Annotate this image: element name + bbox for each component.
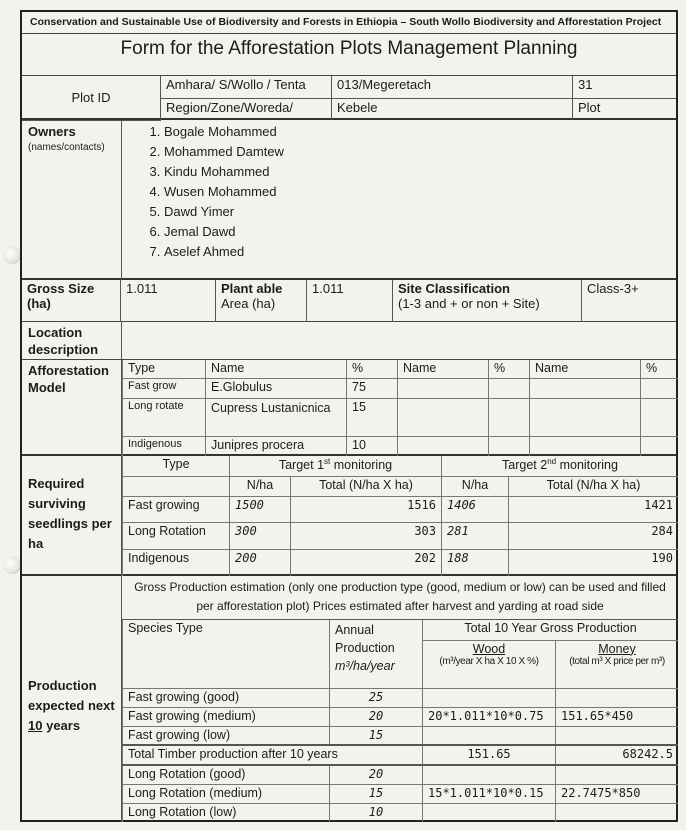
owners-label: Owners [28, 124, 76, 139]
model-header-name: Name [398, 360, 489, 378]
production-money: 22.7475*850 [556, 784, 679, 803]
kebele-label: Kebele [332, 98, 573, 120]
location-label: Location description [28, 325, 99, 357]
site-class-label: Site Classification [398, 281, 510, 296]
owner-name: 1. Bogale Mohammed [164, 122, 284, 142]
seedling-n1: 200 [230, 550, 291, 576]
afforestation-model-section [22, 360, 676, 456]
production-wood [423, 726, 556, 745]
production-type: Long Rotation (medium) [123, 784, 330, 803]
seedlings-section [22, 456, 676, 576]
seedling-total2: 284 [509, 523, 679, 550]
form-title-row [22, 34, 676, 76]
form-title: Form for the Afforestation Plots Management Planning [120, 38, 578, 59]
model-pct: 15 [347, 398, 398, 436]
project-name: Conservation and Sustainable Use of Biodiversity and Forests in Ethiopia – South Wollo Biodiversity and Afforestation Project [30, 16, 662, 28]
table-row [123, 688, 679, 707]
total-timber-label: Total Timber production after 10 years [123, 745, 423, 765]
seedling-type: Fast growing [123, 496, 230, 523]
size-section [22, 280, 676, 322]
production-type: Fast growing (medium) [123, 707, 330, 726]
table-row [123, 765, 679, 784]
seedling-n1: 1500 [230, 496, 291, 523]
region-label: Region/Zone/Woreda/ [161, 98, 332, 120]
kebele-value: 013/Megeretach [332, 76, 573, 98]
plot-id-section [22, 76, 676, 120]
production-annual: 15 [330, 784, 423, 803]
production-money [556, 688, 679, 707]
species-type-header: Species Type [123, 620, 330, 688]
seedlings-type-header: Type [123, 456, 230, 476]
seedling-n2: 1406 [442, 496, 509, 523]
model-header-type: Type [123, 360, 206, 378]
production-wood: 15*1.011*10*0.15 [423, 784, 556, 803]
owner-name: 3. Kindu Mohammed [164, 162, 284, 182]
wood-header: Wood [472, 641, 506, 656]
table-row [123, 726, 679, 745]
plot-label: Plot [573, 98, 677, 120]
target2-header: Target 2nd monitoring [442, 456, 679, 476]
production-annual: 15 [330, 726, 423, 745]
punch-hole-mark [3, 246, 21, 264]
total-timber-money: 68242.5 [556, 745, 679, 765]
owner-name: 7. Aselef Ahmed [164, 242, 284, 262]
nha-header: N/ha [230, 476, 291, 496]
model-header-pct: % [347, 360, 398, 378]
afforestation-model-table [122, 360, 678, 456]
model-type: Long rotate [123, 398, 206, 436]
seedling-type: Indigenous [123, 550, 230, 576]
production-money [556, 765, 679, 784]
afforestation-model-label: Afforestation Model [28, 363, 109, 395]
production-money [556, 803, 679, 822]
production-annual: 25 [330, 688, 423, 707]
total-10yr-header: Total 10 Year Gross Production [423, 620, 679, 640]
production-table: Species Type Annual Production m³/ha/year Total 10 Year Gross Production Wood (m³/year X ha X 10 X %) Money (total m³ X price per m³) Fast growing (good) 25 Fast growing (medium) 20 20*1.011*10*0.75 151.65*450 Fast growing (low) 15 Total Timber production after 10 years 151.65 68242.5 Long Rotation (good) 20 Long Rotation (medium) 15 15*1.011*10*0.15 22.7475*850 Long Rotation (low) 10 [122, 620, 678, 822]
model-pct: 10 [347, 436, 398, 456]
model-name: Junipres procera [206, 436, 347, 456]
model-name: Cupress Lustanicnica [206, 398, 347, 436]
total-header: Total (N/ha X ha) [509, 476, 679, 496]
production-section [22, 576, 676, 822]
location-section [22, 322, 676, 360]
model-type: Fast grow [123, 378, 206, 398]
production-type: Fast growing (good) [123, 688, 330, 707]
model-pct: 75 [347, 378, 398, 398]
production-type: Fast growing (low) [123, 726, 330, 745]
nha-header: N/ha [442, 476, 509, 496]
total-timber-row [123, 745, 679, 765]
punch-hole-mark [3, 556, 21, 574]
site-class-sublabel: (1-3 and + or non + Site) [398, 296, 540, 311]
seedling-n2: 188 [442, 550, 509, 576]
seedlings-table [122, 456, 678, 576]
seedling-total1: 1516 [291, 496, 442, 523]
seedling-n1: 300 [230, 523, 291, 550]
plantable-label: Plant able [221, 281, 283, 296]
production-type: Long Rotation (low) [123, 803, 330, 822]
table-row [123, 378, 679, 398]
production-annual: 10 [330, 803, 423, 822]
model-header-name: Name [206, 360, 347, 378]
table-row [123, 523, 679, 550]
production-wood [423, 803, 556, 822]
production-intro: Gross Production estimation (only one production type (good, medium or low) can be used and filled per afforestation plot) Prices estimated after harvest and yarding at road side [122, 576, 678, 620]
owners-list [132, 122, 284, 262]
production-money: 151.65*450 [556, 707, 679, 726]
table-row [123, 803, 679, 822]
production-annual: 20 [330, 707, 423, 726]
seedling-total2: 1421 [509, 496, 679, 523]
money-header: Money [598, 641, 636, 656]
owner-name: 6. Jemal Dawd [164, 222, 284, 242]
table-row [123, 784, 679, 803]
model-header-name: Name [530, 360, 641, 378]
model-header-pct: % [641, 360, 679, 378]
owner-name: 2. Mohammed Damtew [164, 142, 284, 162]
seedling-total1: 303 [291, 523, 442, 550]
owner-name: 5. Dawd Yimer [164, 202, 284, 222]
table-row [123, 398, 679, 436]
site-class-value: Class-3+ [582, 280, 677, 322]
table-row [123, 496, 679, 523]
gross-size-label: Gross Size (ha) [22, 280, 121, 322]
owners-section [22, 120, 676, 280]
production-type: Long Rotation (good) [123, 765, 330, 784]
production-label: Production expected next 10 years [28, 678, 115, 733]
seedling-total1: 202 [291, 550, 442, 576]
plantable-sublabel: Area (ha) [221, 296, 276, 311]
plot-value: 31 [573, 76, 677, 98]
production-money [556, 726, 679, 745]
region-value: Amhara/ S/Wollo / Tenta [161, 76, 332, 98]
plot-id-label: Plot ID [22, 76, 161, 120]
model-type: Indigenous [123, 436, 206, 456]
seedling-n2: 281 [442, 523, 509, 550]
production-wood: 20*1.011*10*0.75 [423, 707, 556, 726]
model-header-pct: % [489, 360, 530, 378]
table-row [123, 436, 679, 456]
owners-sublabel: (names/contacts) [28, 142, 105, 153]
production-wood [423, 765, 556, 784]
table-row [123, 550, 679, 576]
project-header [22, 12, 676, 34]
total-timber-wood: 151.65 [423, 745, 556, 765]
form-frame [20, 10, 678, 822]
annual-header: Annual [335, 623, 374, 637]
table-row [123, 707, 679, 726]
production-annual: 20 [330, 765, 423, 784]
total-header: Total (N/ha X ha) [291, 476, 442, 496]
owner-name: 4. Wusen Mohammed [164, 182, 284, 202]
plantable-value: 1.011 [307, 280, 393, 322]
seedling-total2: 190 [509, 550, 679, 576]
production-wood [423, 688, 556, 707]
target1-header: Target 1st monitoring [230, 456, 442, 476]
seedling-type: Long Rotation [123, 523, 230, 550]
seedlings-label: Required surviving seedlings per ha [28, 476, 112, 551]
model-name: E.Globulus [206, 378, 347, 398]
gross-size-value: 1.011 [121, 280, 216, 322]
